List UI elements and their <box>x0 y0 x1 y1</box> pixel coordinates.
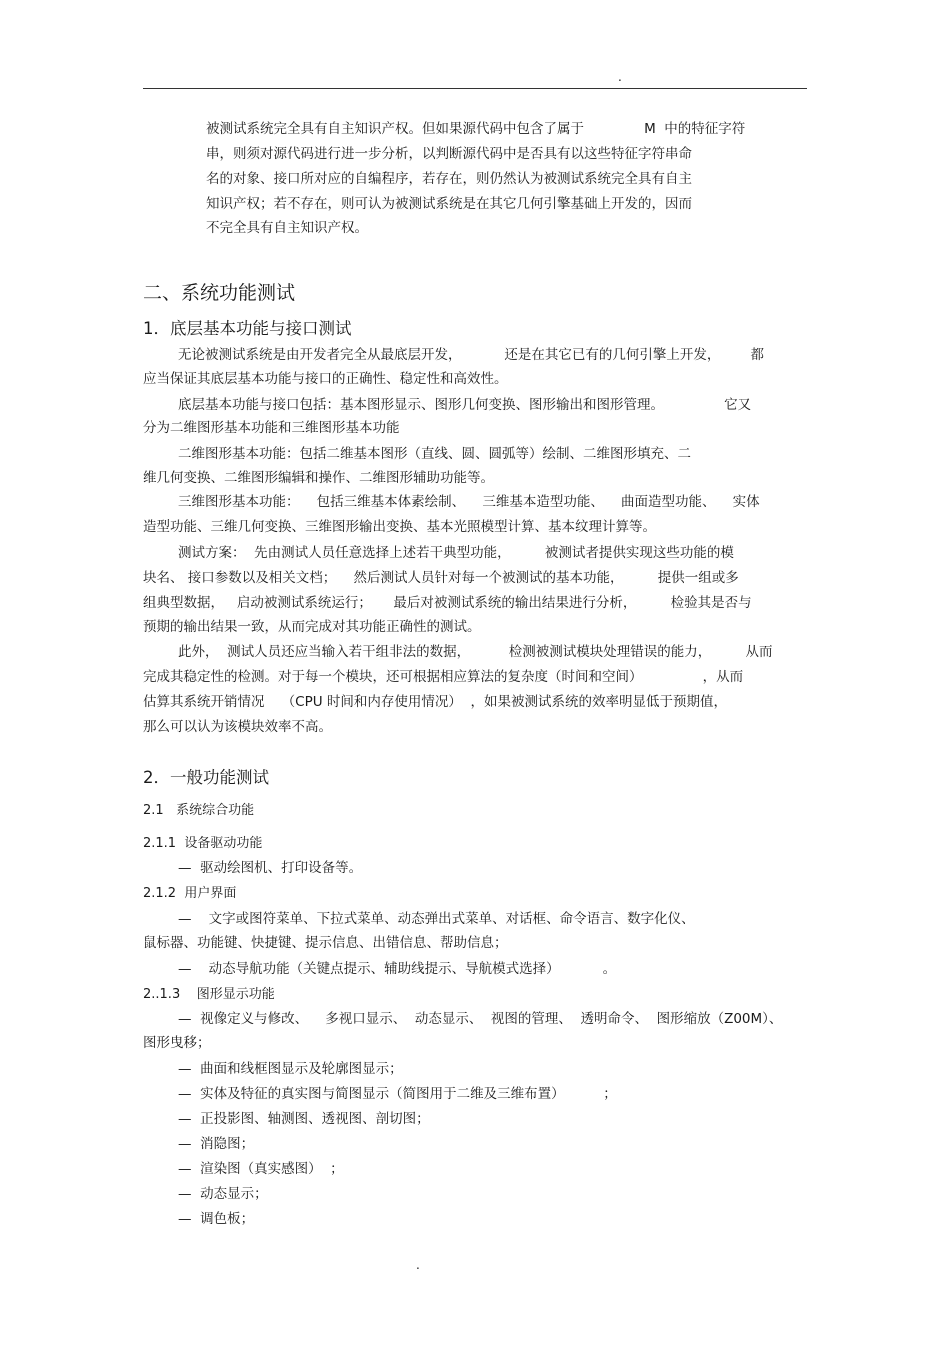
paragraph-line: 那么可以认为该模块效率不高。 <box>143 719 332 735</box>
list-item: — 消隐图； <box>178 1136 255 1152</box>
heading-2-1-2: 2.1.2 用户界面 <box>143 886 237 901</box>
list-item: — 视像定义与修改、 多视口显示、 动态显示、 视图的管理、 透明命令、 图形缩放（Z00M）、 <box>178 1011 783 1027</box>
paragraph-line: 测试方案： 先由测试人员任意选择上述若干典型功能， 被测试者提供实现这些功能的模 <box>178 545 734 561</box>
paragraph-line: 块名、 接口参数以及相关文档； 然后测试人员针对每一个被测试的基本功能， 提供一组或多 <box>143 570 739 586</box>
intro-line: 被测试系统完全具有自主知识产权。但如果源代码中包含了属于 M 中的特征字符 <box>206 121 746 137</box>
heading-2-1-1: 2.1.1 设备驱动功能 <box>143 836 263 851</box>
paragraph-line: 预期的输出结果一致，从而完成对其功能正确性的测试。 <box>143 619 481 635</box>
heading-2-1: 2.1 系统综合功能 <box>143 803 255 818</box>
paragraph-line: 三维图形基本功能： 包括三维基本体素绘制、 三维基本造型功能、 曲面造型功能、 实体 <box>178 494 760 510</box>
paragraph-line: 组典型数据， 启动被测试系统运行； 最后对被测试系统的输出结果进行分析， 检验其是否与 <box>143 595 752 611</box>
list-item: 鼠标器、功能键、快捷键、提示信息、出错信息、帮助信息； <box>143 935 508 951</box>
paragraph-line: 底层基本功能与接口包括：基本图形显示、图形几何变换、图形输出和图形管理。 它又 <box>178 397 752 413</box>
list-item: 图形曳移； <box>143 1035 211 1051</box>
paragraph-line: 应当保证其底层基本功能与接口的正确性、稳定性和高效性。 <box>143 371 508 387</box>
list-item: — 正投影图、轴测图、透视图、剖切图； <box>178 1111 430 1127</box>
list-item: — 渲染图（真实感图） ； <box>178 1161 344 1177</box>
paragraph-line: 维几何变换、二维图形编辑和操作、二维图形辅助功能等。 <box>143 470 494 486</box>
list-item: — 动态导航功能（关键点提示、辅助线提示、导航模式选择） 。 <box>178 961 617 977</box>
paragraph-line: 造型功能、三维几何变换、三维图形输出变换、基本光照模型计算、基本纹理计算等。 <box>143 519 656 535</box>
paragraph-line: 分为二维图形基本功能和三维图形基本功能 <box>143 420 400 436</box>
list-item: — 文字或图符菜单、下拉式菜单、动态弹出式菜单、对话框、命令语言、数字化仪、 <box>178 911 695 927</box>
paragraph-line: 此外， 测试人员还应当输入若干组非法的数据， 检测被测试模块处理错误的能力， 从而 <box>178 644 773 660</box>
intro-line: 不完全具有自主知识产权。 <box>206 220 368 236</box>
heading-2-1-3: 2..1.3 图形显示功能 <box>143 987 275 1002</box>
paragraph-line: 完成其稳定性的检测。对于每一个模块，还可根据相应算法的复杂度（时间和空间） ，从而 <box>143 669 744 685</box>
subsection-title: 1．底层基本功能与接口测试 <box>143 319 352 338</box>
intro-line: 知识产权；若不存在，则可认为被测试系统是在其它几何引擎基础上开发的，因而 <box>206 196 692 212</box>
footer-mark: . <box>416 1258 420 1272</box>
section-title: 二、系统功能测试 <box>143 282 296 304</box>
intro-line: 串，则须对源代码进行进一步分析，以判断源代码中是否具有以这些特征字符串命 <box>206 146 692 162</box>
list-item: — 驱动绘图机、打印设备等。 <box>178 860 363 876</box>
header-mark: . <box>618 70 622 84</box>
paragraph-line: 估算其系统开销情况 （CPU 时间和内存使用情况） ，如果被测试系统的效率明显低于预期值， <box>143 694 727 710</box>
list-item: — 实体及特征的真实图与简图显示（简图用于二维及三维布置） ； <box>178 1086 617 1102</box>
list-item: — 调色板； <box>178 1211 255 1227</box>
paragraph-line: 无论被测试系统是由开发者完全从最底层开发， 还是在其它已有的几何引擎上开发， 都 <box>178 347 764 363</box>
subsection-title: 2．一般功能测试 <box>143 768 269 787</box>
list-item: — 曲面和线框图显示及轮廓图显示； <box>178 1061 403 1077</box>
list-item: — 动态显示； <box>178 1186 268 1202</box>
header-rule <box>143 88 807 89</box>
intro-line: 名的对象、接口所对应的自编程序，若存在，则仍然认为被测试系统完全具有自主 <box>206 171 692 187</box>
paragraph-line: 二维图形基本功能：包括二维基本图形（直线、圆、圆弧等）绘制、二维图形填充、二 <box>178 446 691 462</box>
